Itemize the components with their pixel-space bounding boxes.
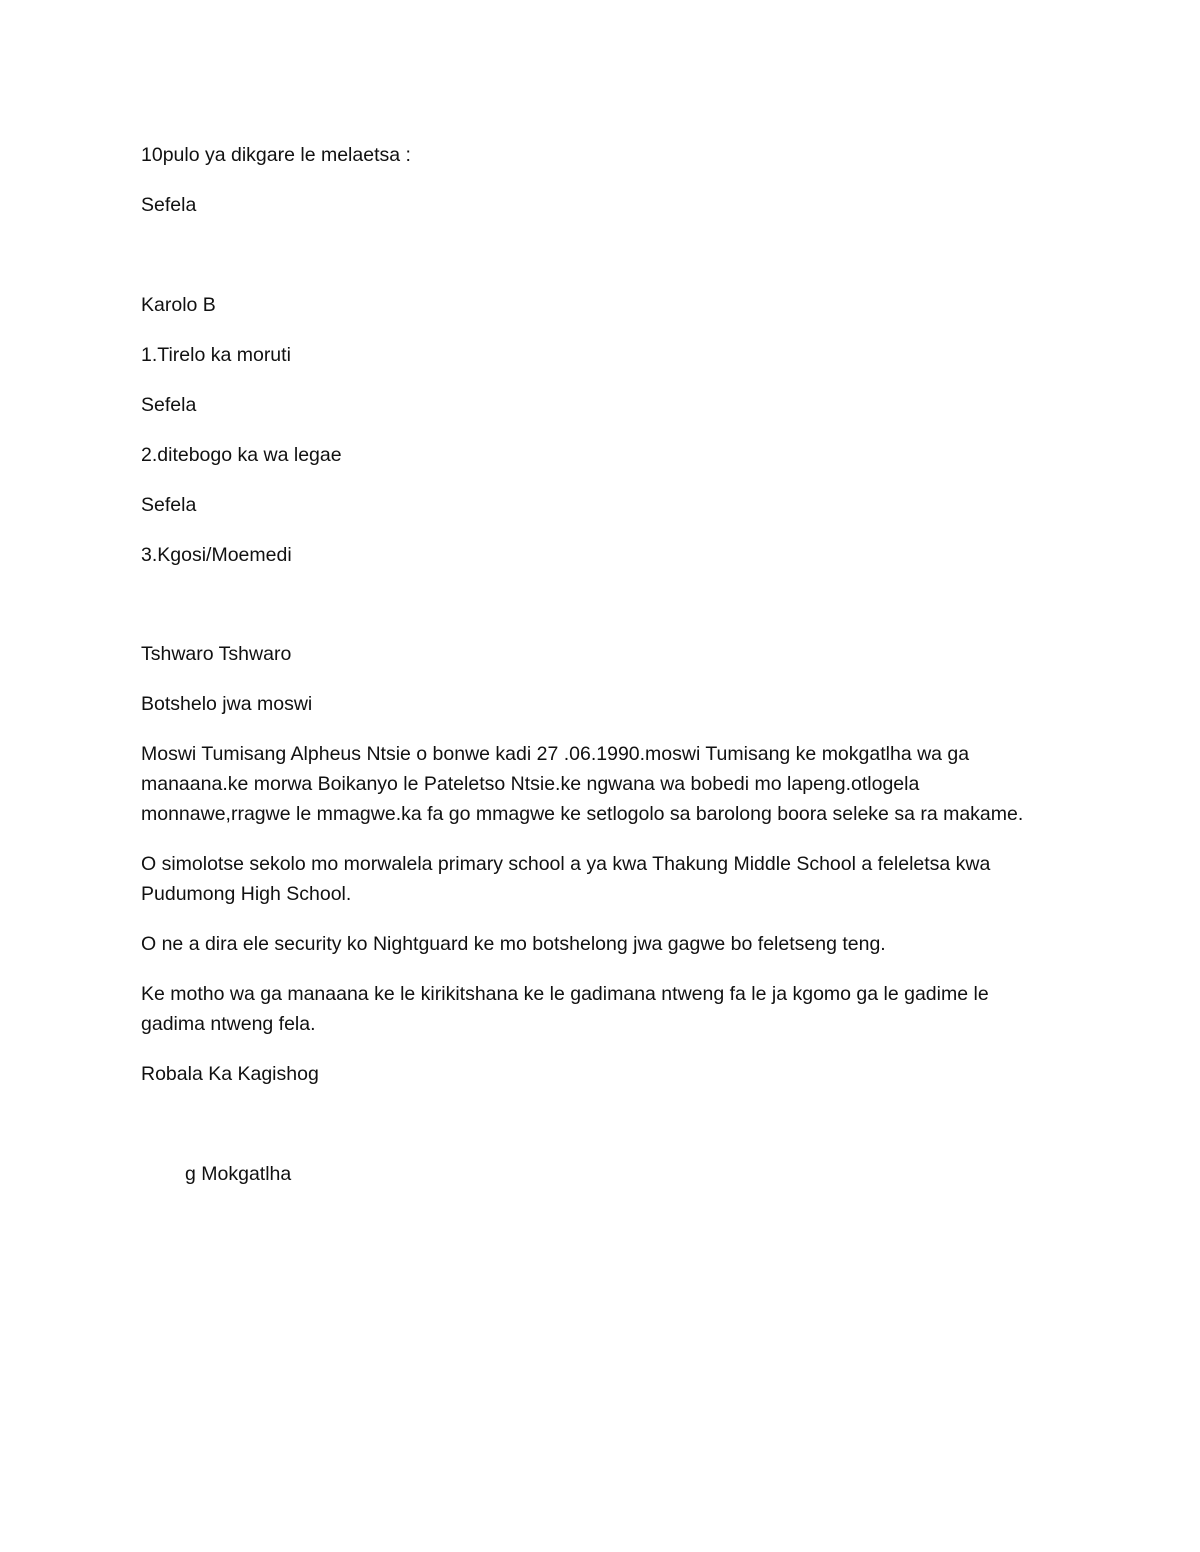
biography-title: Botshelo jwa moswi: [141, 693, 313, 715]
program-item-3: 3.Kgosi/Moemedi: [141, 544, 292, 566]
paragraph-line: Ke motho wa ga manaana ke le kirikitshana ke le gadimana ntweng fa le ja kgomo ga le gadime le: [141, 983, 989, 1005]
program-item-2: 2.ditebogo ka wa legae: [141, 444, 342, 466]
biography-paragraph-3: O ne a dira ele security ko Nightguard ke mo botshelong jwa gagwe bo feletseng teng.: [141, 933, 886, 955]
paragraph-line: Moswi Tumisang Alpheus Ntsie o bonwe kadi 27 .06.1990.moswi Tumisang ke mokgatlha wa ga: [141, 743, 970, 765]
karolo-heading: Karolo B: [141, 294, 216, 316]
program-item-1: 1.Tirelo ka moruti: [141, 344, 291, 366]
sefela-line: Sefela: [141, 494, 197, 516]
paragraph-line: gadima ntweng fela.: [141, 1013, 316, 1035]
paragraph-line: monnawe,rragwe le mmagwe.ka fa go mmagwe ke setlogolo sa barolong boora seleke sa ra makame.: [141, 803, 1024, 825]
heading: 10pulo ya dikgare le melaetsa :: [141, 144, 411, 166]
tshwaro-line: Tshwaro Tshwaro: [141, 643, 292, 665]
sefela-line: Sefela: [141, 194, 197, 216]
closing-line: g Mokgatlha: [185, 1163, 292, 1185]
biography-paragraph-1: [141, 739, 1041, 829]
sefela-line: Sefela: [141, 394, 197, 416]
biography-paragraph-2: [141, 849, 1041, 909]
biography-paragraph-4: [141, 979, 1041, 1039]
robala-line: Robala Ka Kagishog: [141, 1063, 319, 1085]
paragraph-line: O simolotse sekolo mo morwalela primary school a ya kwa Thakung Middle School a feleletsa kwa: [141, 853, 991, 875]
paragraph-line: manaana.ke morwa Boikanyo le Pateletso Ntsie.ke ngwana wa bobedi mo lapeng.otlogela: [141, 773, 920, 795]
paragraph-line: Pudumong High School.: [141, 883, 352, 905]
